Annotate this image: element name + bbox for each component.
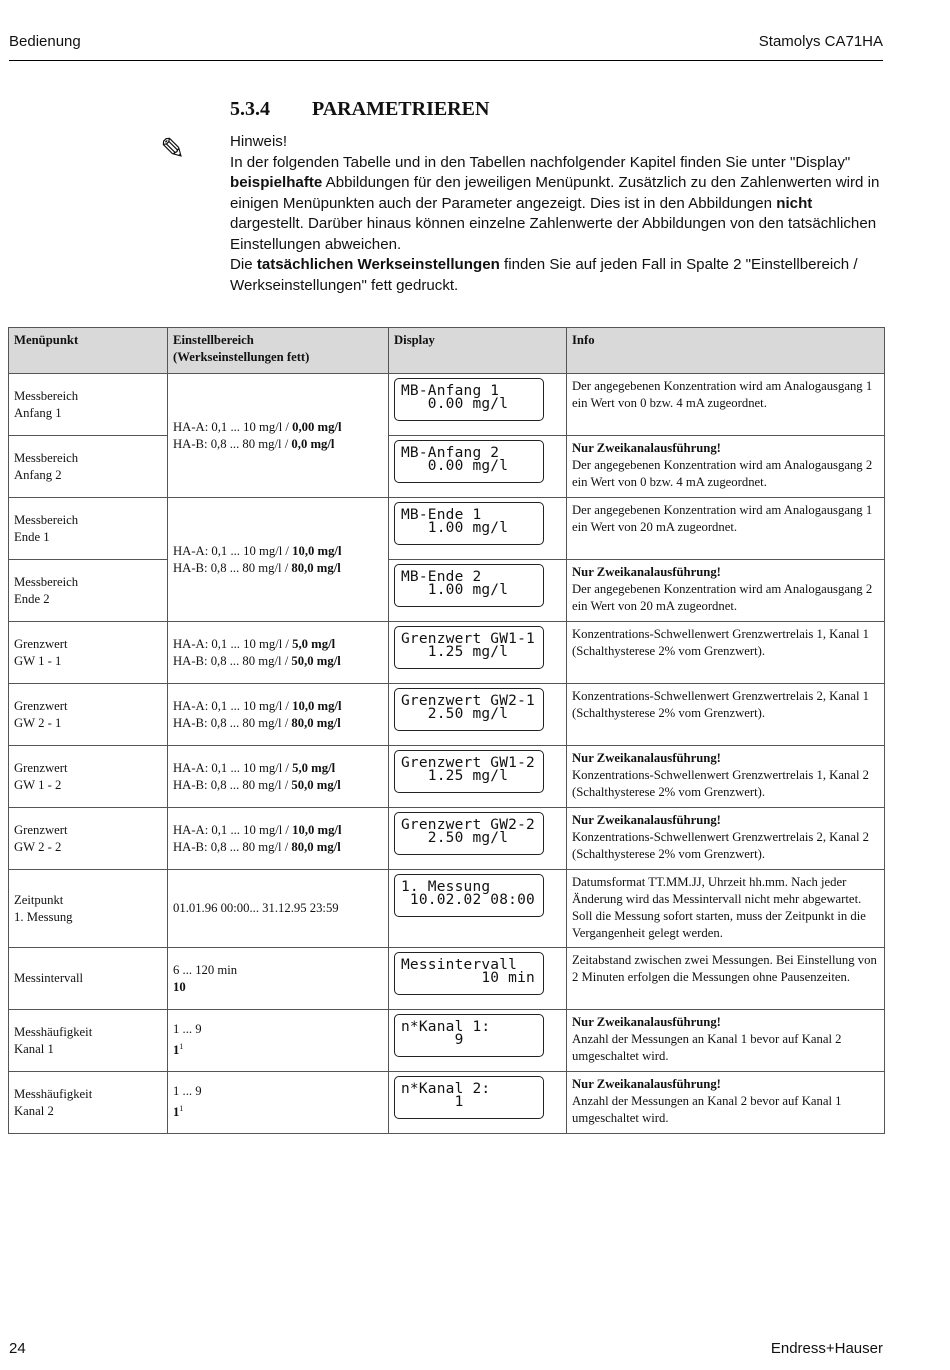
cell-menupunkt bbox=[9, 746, 168, 808]
range-line-ha-b: HA-B: 0,8 ... 80 mg/l / 80,0 mg/l bbox=[173, 560, 341, 575]
table-row bbox=[9, 622, 885, 684]
range-line-ha-a: HA-A: 0,1 ... 10 mg/l / 10,0 mg/l bbox=[173, 822, 342, 837]
info-text: Anzahl der Messungen an Kanal 2 bevor auf Kanal 1 umgeschaltet wird. bbox=[572, 1094, 842, 1125]
cell-display bbox=[389, 808, 567, 870]
menu-item-label: Messbereich bbox=[14, 574, 79, 589]
lcd-line-1: Grenzwert GW1-1 bbox=[401, 631, 535, 647]
lcd-line-2: 2.50 mg/l bbox=[401, 706, 509, 722]
cell-info bbox=[567, 1010, 885, 1072]
info-text: Der angegebenen Konzentration wird am Analogausgang 2 ein Wert von 0 bzw. 4 mA zugeordnet. bbox=[572, 458, 873, 489]
info-note-bold: Nur Zweikanalausführung! bbox=[572, 1015, 721, 1029]
lcd-line-1: 1. Messung bbox=[401, 879, 491, 895]
cell-menupunkt bbox=[9, 684, 168, 746]
range-line-ha-a: HA-A: 0,1 ... 10 mg/l / 0,00 mg/l bbox=[173, 419, 342, 434]
lcd-display bbox=[394, 626, 544, 669]
header-einstellbereich: Einstellbereich (Werkseinstellungen fett) bbox=[168, 328, 389, 374]
cell-menupunkt bbox=[9, 560, 168, 622]
menu-item-sublabel: GW 2 - 1 bbox=[14, 715, 62, 730]
range-line-ha-a: HA-A: 0,1 ... 10 mg/l / 10,0 mg/l bbox=[173, 543, 342, 558]
lcd-line-1: Grenzwert GW1-2 bbox=[401, 755, 535, 771]
menu-item-sublabel: Ende 2 bbox=[14, 591, 50, 606]
info-text: Anzahl der Messungen an Kanal 1 bevor auf Kanal 2 umgeschaltet wird. bbox=[572, 1032, 842, 1063]
range-line: 1 ... 9 bbox=[173, 1084, 202, 1099]
menu-item-label: Messbereich bbox=[14, 388, 79, 403]
info-text: Konzentrations-Schwellenwert Grenzwertrelais 1, Kanal 2 (Schalthysterese 2% vom Grenzwert). bbox=[572, 768, 869, 799]
table-row bbox=[9, 498, 885, 560]
info-text: Konzentrations-Schwellenwert Grenzwertrelais 2, Kanal 2 (Schalthysterese 2% vom Grenzwert). bbox=[572, 830, 869, 861]
lcd-line-2: 1.25 mg/l bbox=[401, 644, 509, 660]
section-heading bbox=[230, 98, 489, 121]
cell-display bbox=[389, 374, 567, 436]
cell-menupunkt bbox=[9, 870, 168, 948]
info-text: Der angegebenen Konzentration wird am Analogausgang 1 ein Wert von 20 mA zugeordnet. bbox=[572, 503, 873, 534]
parameter-table bbox=[8, 327, 885, 1134]
cell-display bbox=[389, 498, 567, 560]
section-number: 5.3.4 bbox=[230, 98, 270, 120]
table-row bbox=[9, 746, 885, 808]
cell-einstellbereich bbox=[168, 1072, 389, 1134]
cell-einstellbereich bbox=[168, 374, 389, 498]
range-line-ha-b: HA-B: 0,8 ... 80 mg/l / 80,0 mg/l bbox=[173, 839, 341, 854]
lcd-line-2: 1.00 mg/l bbox=[401, 520, 509, 536]
lcd-line-2: 1.25 mg/l bbox=[401, 768, 509, 784]
range-line-ha-b: HA-B: 0,8 ... 80 mg/l / 50,0 mg/l bbox=[173, 777, 341, 792]
table-row bbox=[9, 1010, 885, 1072]
cell-display bbox=[389, 684, 567, 746]
cell-info bbox=[567, 746, 885, 808]
info-text: Konzentrations-Schwellenwert Grenzwertrelais 2, Kanal 1 (Schalthysterese 2% vom Grenzwert). bbox=[572, 689, 869, 720]
lcd-line-2: 0.00 mg/l bbox=[401, 396, 509, 412]
range-line-ha-a: HA-A: 0,1 ... 10 mg/l / 5,0 mg/l bbox=[173, 760, 336, 775]
cell-info bbox=[567, 870, 885, 948]
table-row bbox=[9, 436, 885, 498]
cell-display bbox=[389, 436, 567, 498]
pencil-icon: ✎ bbox=[160, 132, 186, 167]
info-text: Konzentrations-Schwellenwert Grenzwertrelais 1, Kanal 1 (Schalthysterese 2% vom Grenzwert). bbox=[572, 627, 869, 658]
menu-item-sublabel: Ende 1 bbox=[14, 529, 50, 544]
menu-item-label: Messbereich bbox=[14, 512, 79, 527]
menu-item-label: Grenzwert bbox=[14, 822, 68, 837]
lcd-line-1: Grenzwert GW2-2 bbox=[401, 817, 535, 833]
factory-default: $1^1$ bbox=[173, 1042, 184, 1058]
info-text: Datumsformat TT.MM.JJ, Uhrzeit hh.mm. Nach jeder Änderung wird das Messintervall nicht mehr abgewartet. Soll die Messung sofort starten, muss der Zeitpunkt in die Vergangenheit gelegt werden. bbox=[572, 875, 866, 940]
note-heading: Hinweis! bbox=[230, 133, 288, 150]
menu-item-label: Grenzwert bbox=[14, 636, 68, 651]
table-row bbox=[9, 1072, 885, 1134]
lcd-line-1: MB-Ende 2 bbox=[401, 569, 482, 585]
note-block bbox=[230, 132, 886, 296]
lcd-line-2: 0.00 mg/l bbox=[401, 458, 509, 474]
lcd-line-2: 1 bbox=[401, 1094, 464, 1110]
cell-display bbox=[389, 948, 567, 1010]
cell-menupunkt bbox=[9, 1010, 168, 1072]
lcd-line-2: 9 bbox=[401, 1032, 464, 1048]
info-note-bold: Nur Zweikanalausführung! bbox=[572, 751, 721, 765]
table-row bbox=[9, 374, 885, 436]
lcd-line-1: MB-Anfang 1 bbox=[401, 383, 500, 399]
menu-item-sublabel: Kanal 2 bbox=[14, 1103, 54, 1118]
cell-info bbox=[567, 808, 885, 870]
factory-default: $1^1$ bbox=[173, 1104, 184, 1120]
cell-info bbox=[567, 948, 885, 1010]
header-info: Info bbox=[567, 328, 885, 374]
cell-info bbox=[567, 436, 885, 498]
table-row bbox=[9, 684, 885, 746]
cell-einstellbereich bbox=[168, 808, 389, 870]
info-note-bold: Nur Zweikanalausführung! bbox=[572, 813, 721, 827]
lcd-display bbox=[394, 378, 544, 421]
info-note-bold: Nur Zweikanalausführung! bbox=[572, 1077, 721, 1091]
cell-menupunkt bbox=[9, 622, 168, 684]
cell-menupunkt bbox=[9, 498, 168, 560]
cell-info bbox=[567, 622, 885, 684]
range-line: 6 ... 120 min bbox=[173, 962, 238, 977]
range-line: 1 ... 9 bbox=[173, 1022, 202, 1037]
cell-menupunkt bbox=[9, 808, 168, 870]
range-line-ha-a: HA-A: 0,1 ... 10 mg/l / 10,0 mg/l bbox=[173, 698, 342, 713]
lcd-display bbox=[394, 952, 544, 995]
cell-info bbox=[567, 498, 885, 560]
factory-default: 10 bbox=[173, 979, 186, 994]
lcd-line-2: 10.02.02 08:00 bbox=[401, 892, 535, 908]
lcd-display bbox=[394, 812, 544, 855]
lcd-line-2: 2.50 mg/l bbox=[401, 830, 509, 846]
cell-display bbox=[389, 622, 567, 684]
cell-display bbox=[389, 560, 567, 622]
lcd-display bbox=[394, 750, 544, 793]
menu-item-sublabel: 1. Messung bbox=[14, 909, 73, 924]
table-row bbox=[9, 948, 885, 1010]
menu-item-sublabel: Anfang 1 bbox=[14, 405, 62, 420]
lcd-line-1: Messintervall bbox=[401, 957, 518, 973]
lcd-display bbox=[394, 440, 544, 483]
cell-einstellbereich bbox=[168, 746, 389, 808]
lcd-line-2: 1.00 mg/l bbox=[401, 582, 509, 598]
info-text: Der angegebenen Konzentration wird am Analogausgang 1 ein Wert von 0 bzw. 4 mA zugeordnet. bbox=[572, 379, 873, 410]
menu-item-sublabel: Kanal 1 bbox=[14, 1041, 54, 1056]
menu-item-label: Messintervall bbox=[14, 971, 84, 985]
cell-einstellbereich bbox=[168, 684, 389, 746]
lcd-line-1: n*Kanal 1: bbox=[401, 1019, 491, 1035]
cell-info bbox=[567, 1072, 885, 1134]
cell-einstellbereich bbox=[168, 870, 389, 948]
cell-einstellbereich bbox=[168, 622, 389, 684]
cell-display bbox=[389, 870, 567, 948]
cell-menupunkt bbox=[9, 948, 168, 1010]
running-header-product: Stamolys CA71HA bbox=[758, 33, 883, 50]
range-line-ha-b: HA-B: 0,8 ... 80 mg/l / 0,0 mg/l bbox=[173, 436, 335, 451]
cell-display bbox=[389, 1072, 567, 1134]
lcd-display bbox=[394, 502, 544, 545]
lcd-line-2: 10 min bbox=[401, 970, 535, 986]
cell-einstellbereich bbox=[168, 498, 389, 622]
menu-item-sublabel: GW 2 - 2 bbox=[14, 839, 62, 854]
lcd-display bbox=[394, 1014, 544, 1057]
menu-item-label: Grenzwert bbox=[14, 698, 68, 713]
cell-einstellbereich bbox=[168, 948, 389, 1010]
table-row bbox=[9, 808, 885, 870]
lcd-line-1: n*Kanal 2: bbox=[401, 1081, 491, 1097]
menu-item-sublabel: GW 1 - 1 bbox=[14, 653, 62, 668]
section-title: PARAMETRIEREN bbox=[312, 98, 490, 120]
menu-item-label: Zeitpunkt bbox=[14, 892, 64, 907]
note-paragraph-2: Die tatsächlichen Werkseinstellungen finden Sie auf jeden Fall in Spalte 2 "Einstellbereich / Werkseinstellungen" fett gedruckt. bbox=[230, 256, 858, 294]
menu-item-label: Messhäufigkeit bbox=[14, 1024, 93, 1039]
lcd-display bbox=[394, 564, 544, 607]
menu-item-label: Messhäufigkeit bbox=[14, 1086, 93, 1101]
range-line: 01.01.96 00:00... 31.12.95 23:59 bbox=[173, 901, 339, 915]
cell-menupunkt bbox=[9, 436, 168, 498]
table-row bbox=[9, 560, 885, 622]
header-rule bbox=[9, 60, 883, 61]
menu-item-label: Messbereich bbox=[14, 450, 79, 465]
info-note-bold: Nur Zweikanalausführung! bbox=[572, 565, 721, 579]
lcd-display bbox=[394, 1076, 544, 1119]
header-menupunkt: Menüpunkt bbox=[9, 328, 168, 374]
cell-einstellbereich bbox=[168, 1010, 389, 1072]
menu-item-sublabel: GW 1 - 2 bbox=[14, 777, 62, 792]
cell-display bbox=[389, 746, 567, 808]
running-header-section: Bedienung bbox=[9, 33, 81, 50]
table-header-row bbox=[9, 328, 885, 374]
cell-info bbox=[567, 684, 885, 746]
page-number: 24 bbox=[9, 1340, 26, 1357]
info-text: Zeitabstand zwischen zwei Messungen. Bei Einstellung von 2 Minuten erfolgen die Messungen ohne Pausenzeiten. bbox=[572, 953, 877, 984]
cell-menupunkt bbox=[9, 1072, 168, 1134]
range-line-ha-b: HA-B: 0,8 ... 80 mg/l / 80,0 mg/l bbox=[173, 715, 341, 730]
header-display: Display bbox=[389, 328, 567, 374]
cell-info bbox=[567, 560, 885, 622]
table-row bbox=[9, 870, 885, 948]
lcd-display bbox=[394, 874, 544, 917]
footer-brand: Endress+Hauser bbox=[770, 1340, 883, 1357]
menu-item-sublabel: Anfang 2 bbox=[14, 467, 62, 482]
info-note-bold: Nur Zweikanalausführung! bbox=[572, 441, 721, 455]
info-text: Der angegebenen Konzentration wird am Analogausgang 2 ein Wert von 20 mA zugeordnet. bbox=[572, 582, 873, 613]
lcd-line-1: MB-Ende 1 bbox=[401, 507, 482, 523]
range-line-ha-b: HA-B: 0,8 ... 80 mg/l / 50,0 mg/l bbox=[173, 653, 341, 668]
menu-item-label: Grenzwert bbox=[14, 760, 68, 775]
lcd-line-1: MB-Anfang 2 bbox=[401, 445, 500, 461]
lcd-line-1: Grenzwert GW2-1 bbox=[401, 693, 535, 709]
note-paragraph-1: In der folgenden Tabelle und in den Tabellen nachfolgender Kapitel finden Sie unter "Display" beispielhafte Abbildungen für den jeweiligen Menüpunkt. Zusätzlich zu den Zahlenwerten wird in einigen Menüpunkten auch der Parameter angezeigt. Dies ist in den Abbildungen nicht dargestellt. Darüber hinaus können einzelne Zahlenwerte der Abbildungen von den tatsächlichen Einstellungen abweichen. bbox=[230, 153, 880, 253]
cell-info bbox=[567, 374, 885, 436]
cell-display bbox=[389, 1010, 567, 1072]
cell-menupunkt bbox=[9, 374, 168, 436]
range-line-ha-a: HA-A: 0,1 ... 10 mg/l / 5,0 mg/l bbox=[173, 636, 336, 651]
lcd-display bbox=[394, 688, 544, 731]
